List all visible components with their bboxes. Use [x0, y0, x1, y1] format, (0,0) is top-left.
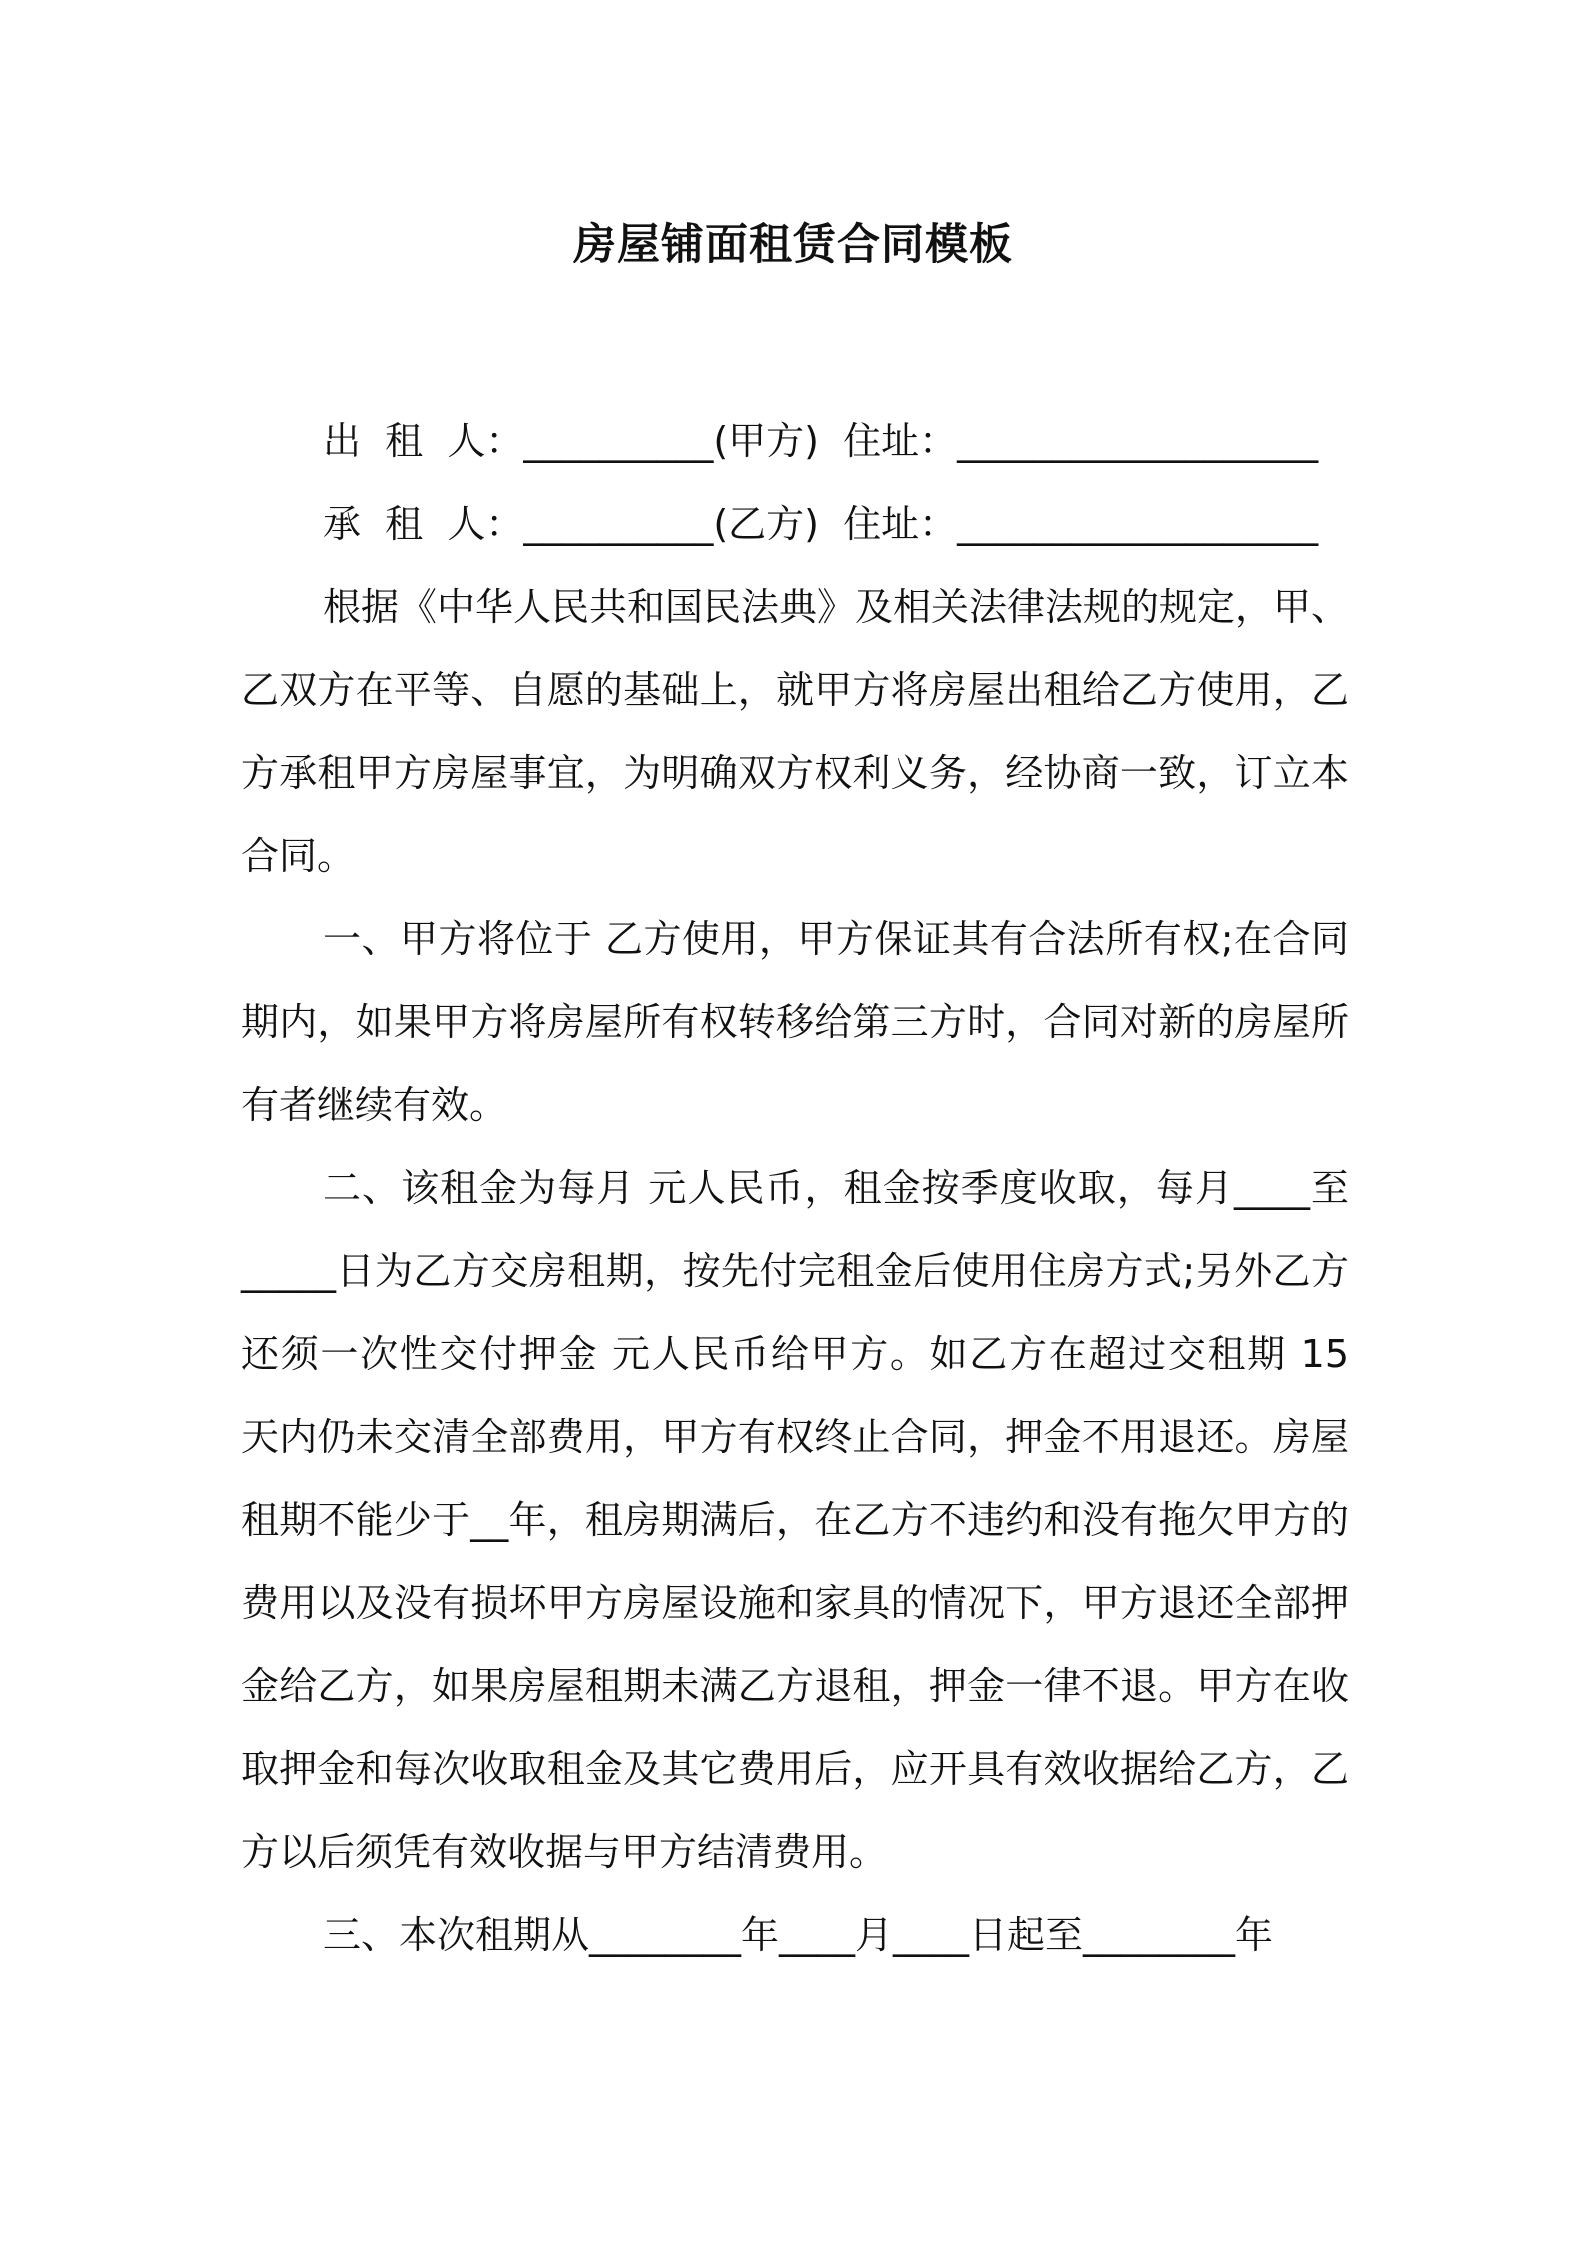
lessor-line: 出 租 人：__________(甲方) 住址：___________________: [323, 419, 1319, 463]
document-body: [241, 400, 1349, 1977]
clause-1-paragraph: 一、甲方将位于 乙方使用，甲方保证其有合法所有权;在合同期内，如果甲方将房屋所有权转移给第三方时，合同对新的房屋所有者继续有效。: [241, 917, 1349, 1127]
document-title: 房屋铺面租赁合同模板: [573, 220, 1013, 270]
preamble-paragraph: 根据《中华人民共和国民法典》及相关法律法规的规定，甲、乙双方在平等、自愿的基础上，就甲方将房屋出租给乙方使用，乙方承租甲方房屋事宜，为明确双方权利义务，经协商一致，订立本合同。: [241, 585, 1350, 878]
clause-3-paragraph: 三、本次租期从________年____月____日起至________年: [323, 1913, 1274, 1957]
lessee-line: 承 租 人：__________(乙方) 住址：___________________: [323, 502, 1319, 546]
clause-2-paragraph: 二、该租金为每月 元人民币，租金按季度收取，每月____至_____日为乙方交房租期，按先付完租金后使用住房方式;另外乙方还须一次性交付押金 元人民币给甲方。如乙方在超过交租期 15 天内仍未交清全部费用，甲方有权终止合同，押金不用退还。房屋租期不能少于__年，租房期满后，在乙方不违约和没有拖欠甲方的费用以及没有损坏甲方房屋设施和家具的情况下，甲方退还全部押金给乙方，如果房屋租期未满乙方退租，押金一律不退。甲方在收取押金和每次收取租金及其它费用后，应开具有效收据给乙方，乙方以后须凭有效收据与甲方结清费用。: [241, 1166, 1349, 1874]
